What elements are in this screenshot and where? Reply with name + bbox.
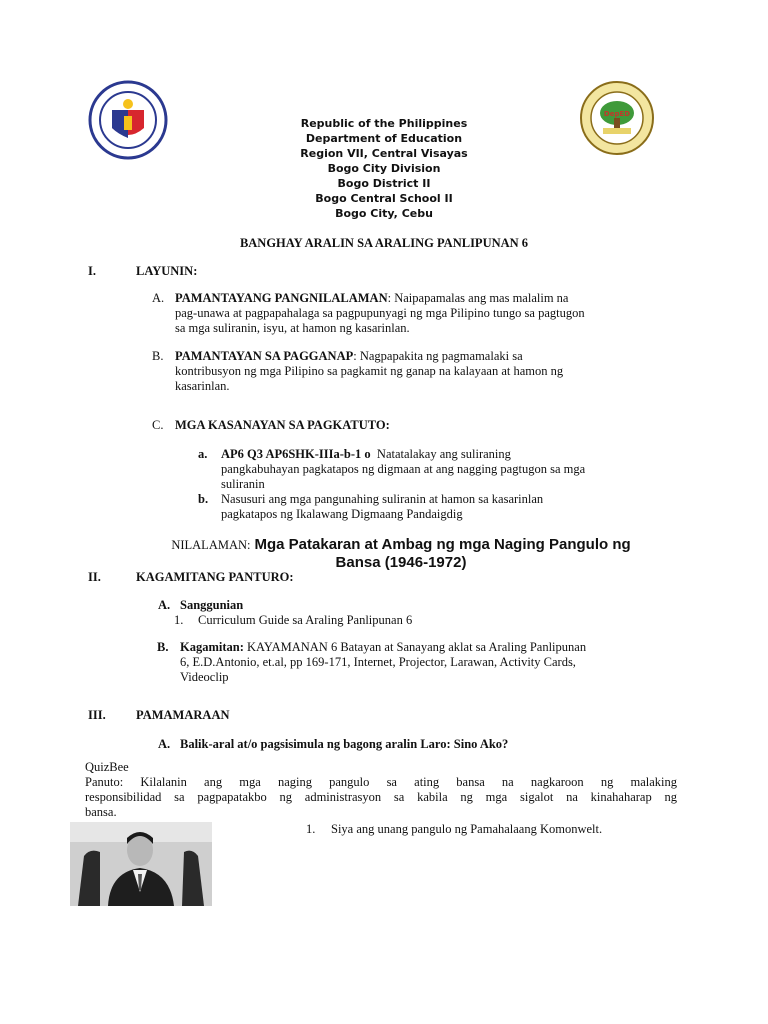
s1-c-a-letter: a. xyxy=(198,447,208,461)
section-2-number: II. xyxy=(88,570,101,584)
letterhead xyxy=(0,116,768,221)
s1-b-paragraph: PAMANTAYAN SA PAGGANAP: Nagpapakita ng pagmamalaki sa kontribusyon ng mga Pilipino sa pagkamit ng ganap na kalayaan at hamon ng kasarinlan. xyxy=(175,349,564,393)
division-seal-logo-text: DepED xyxy=(603,110,631,118)
s1-a-letter: A. xyxy=(152,291,165,305)
section-1-heading: LAYUNIN: xyxy=(136,264,198,278)
s1-c-heading: MGA KASANAYAN SA PAGKATUTO: xyxy=(175,418,390,432)
s2-a-item-text: Curriculum Guide sa Araling Panlipunan 6 xyxy=(198,613,413,627)
nilalaman-block xyxy=(111,536,691,571)
nilalaman-label: NILALAMAN: xyxy=(171,538,251,552)
question-1-text: Siya ang unang pangulo ng Pamahalaang Komonwelt. xyxy=(331,822,603,836)
header-line: Bogo City, Cebu xyxy=(335,207,433,220)
section-2-heading: KAGAMITANG PANTURO: xyxy=(136,570,294,584)
s1-b-letter: B. xyxy=(152,349,164,363)
panuto-paragraph: Panuto: Kilalanin ang mga naging pangulo sa ating bansa na nagkaroon ng malaking responsibilidad sa pagpapatakbo ng administrasyon sa kabila ng mga sigalot na kinahaharap ng bansa. xyxy=(85,775,677,819)
s2-b-term: Kagamitan: xyxy=(180,640,244,654)
s1-c-b-letter: b. xyxy=(198,492,209,506)
header-line: Region VII, Central Visayas xyxy=(300,147,468,160)
s3-a-letter: A. xyxy=(158,737,171,751)
president-photo xyxy=(70,822,212,906)
s1-a-term: PAMANTAYANG PANGNILALAMAN xyxy=(175,291,388,305)
document-title: BANGHAY ARALIN SA ARALING PANLIPUNAN 6 xyxy=(239,236,529,250)
s2-a-item-number: 1. xyxy=(174,613,184,627)
s2-a-letter: A. xyxy=(158,598,171,612)
nilalaman-title: Mga Patakaran at Ambag ng mga Naging Pangulo ng xyxy=(254,536,631,553)
s2-b-letter: B. xyxy=(157,640,169,654)
s2-b-paragraph: Kagamitan: KAYAMANAN 6 Batayan at Sanayang aklat sa Araling Panlipunan 6, E.D.Antonio, et.al, pp 169-171, Internet, Projector, Larawan, Activity Cards, Videoclip xyxy=(180,640,587,684)
s1-c-letter: C. xyxy=(152,418,164,432)
nilalaman-title-line2: Bansa (1946-1972) xyxy=(335,554,467,571)
section-1-number: I. xyxy=(88,264,96,278)
section-3-heading: PAMAMARAAN xyxy=(136,708,230,722)
quizbee-label: QuizBee xyxy=(85,760,129,774)
header-line: Department of Education xyxy=(305,132,463,145)
s1-c-b-item: Nasusuri ang mga pangunahing suliranin at hamon sa kasarinlan pagkatapos ng Ikalawang Digmaang Pandaigdig xyxy=(221,492,544,521)
question-1-number: 1. xyxy=(306,822,316,836)
header-line: Bogo Central School II xyxy=(315,192,453,205)
header-line: Bogo District II xyxy=(337,177,431,190)
s1-a-paragraph: PAMANTAYANG PANGNILALAMAN: Naipapamalas ang mas malalim na pag-unawa at pagpapahalaga sa pagpupunyagi ng mga Pilipino tungo sa pagtugon sa mga suliranin, isyu, at hamon ng kasarinlan. xyxy=(175,291,585,335)
section-3-number: III. xyxy=(88,708,106,722)
header-line: Republic of the Philippines xyxy=(300,117,468,130)
s1-b-term: PAMANTAYAN SA PAGGANAP xyxy=(175,349,354,363)
s2-a-heading: Sanggunian xyxy=(180,598,244,612)
s3-a-heading: Balik-aral at/o pagsisimula ng bagong aralin Laro: Sino Ako? xyxy=(180,737,509,751)
s1-c-a-item: AP6 Q3 AP6SHK-IIIa-b-1 o Natatalakay ang suliraning pangkabuhayan pagkatapos ng digmaan at ang nagging pagtugon sa mga suliranin xyxy=(221,447,586,491)
header-line: Bogo City Division xyxy=(327,162,441,175)
